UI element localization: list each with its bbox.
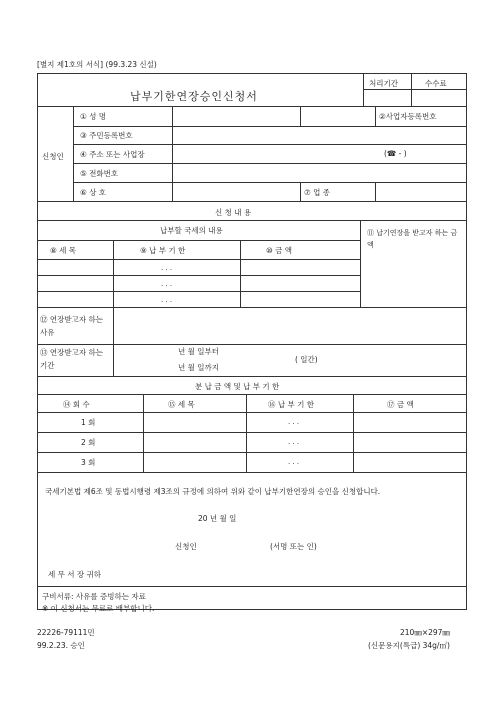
tax-payable-label: 납부할 국세의 내용	[160, 226, 223, 235]
period-days: ( 일간)	[295, 355, 318, 364]
due-date-header: ⑨ 납 부 기 한	[140, 246, 186, 255]
name-label: ① 성 명	[80, 112, 106, 121]
installment-times-header: ⑭ 회 수	[63, 400, 90, 409]
paper-size: 210㎜×297㎜	[400, 628, 450, 637]
installment-tax-item-header: ⑮ 세 목	[168, 400, 195, 409]
applicant-label: 신청인	[42, 152, 64, 161]
attachments-note: 구비서류: 사유를 증빙하는 자료	[42, 592, 146, 601]
installment-row-label: 3 회	[81, 458, 96, 467]
amount-header: ⑩ 금 액	[266, 246, 292, 255]
period-label: ⑬ 연장받고자 하는 기간	[40, 348, 103, 370]
application-contents-label: 신 청 내 용	[215, 208, 252, 217]
approval-date: 99.2.23. 승인	[37, 641, 85, 650]
address-label: ④ 주소 또는 사업장	[80, 150, 145, 159]
period-to: 년 월 일까지	[178, 363, 219, 372]
installment-due-date-header: ⑯ 납 부 기 한	[268, 400, 315, 409]
date-dots: . . .	[161, 264, 173, 272]
fee-label: 수수료	[425, 79, 447, 88]
header-note: [별지 제1호의 서식] (99.3.23 신설)	[37, 60, 157, 69]
date-dots: . . .	[288, 418, 300, 426]
applicant-sign-label: 신청인	[175, 542, 197, 551]
date-line: 20 년 월 일	[198, 514, 237, 523]
business-reg-no-label: ②사업자등록번호	[379, 112, 437, 121]
date-dots: . . .	[161, 296, 173, 304]
form-title: 납부기한연장승인신청서	[130, 90, 258, 103]
reason-label: ⑫ 연장받고자 하는 사유	[40, 315, 103, 337]
period-from: 년 월 일부터	[178, 347, 219, 356]
phone-paren: (☎ - )	[384, 149, 407, 158]
tax-item-header: ⑧ 세 목	[50, 246, 76, 255]
date-dots: . . .	[288, 438, 300, 446]
addressee: 세 무 서 장 귀하	[48, 570, 102, 579]
extension-amount-label: ⑪ 납기연장을 받고자 하는 금액	[367, 229, 458, 249]
free-distribution-note: ※ 이 신청서는 무료로 배부합니다.	[42, 604, 155, 613]
statement-text: 국세기본법 제6조 및 동법시행령 제3조의 규정에 의하여 위와 같이 납부기한연장의 승인을 신청합니다.	[45, 487, 381, 496]
processing-period-label: 처리기간	[369, 79, 398, 88]
sign-note: (서명 또는 인)	[270, 542, 317, 551]
trade-name-label: ⑥ 상 호	[80, 188, 106, 197]
installment-row-label: 2 회	[81, 438, 96, 447]
installment-label: 분 납 금 액 및 납 부 기 한	[195, 382, 280, 391]
business-type-label: ⑦ 업 종	[304, 188, 330, 197]
paper-type: (신문용지(특급) 34g/㎡)	[368, 641, 450, 650]
installment-row-label: 1 회	[81, 418, 96, 427]
form-code: 22226-79111민	[37, 628, 95, 637]
installment-amount-header: ⑰ 금 액	[387, 400, 414, 409]
phone-label: ⑤ 전화번호	[80, 169, 119, 178]
resident-reg-no-label: ③ 주민등록번호	[80, 131, 133, 140]
date-dots: . . .	[288, 458, 300, 466]
date-dots: . . .	[161, 280, 173, 288]
